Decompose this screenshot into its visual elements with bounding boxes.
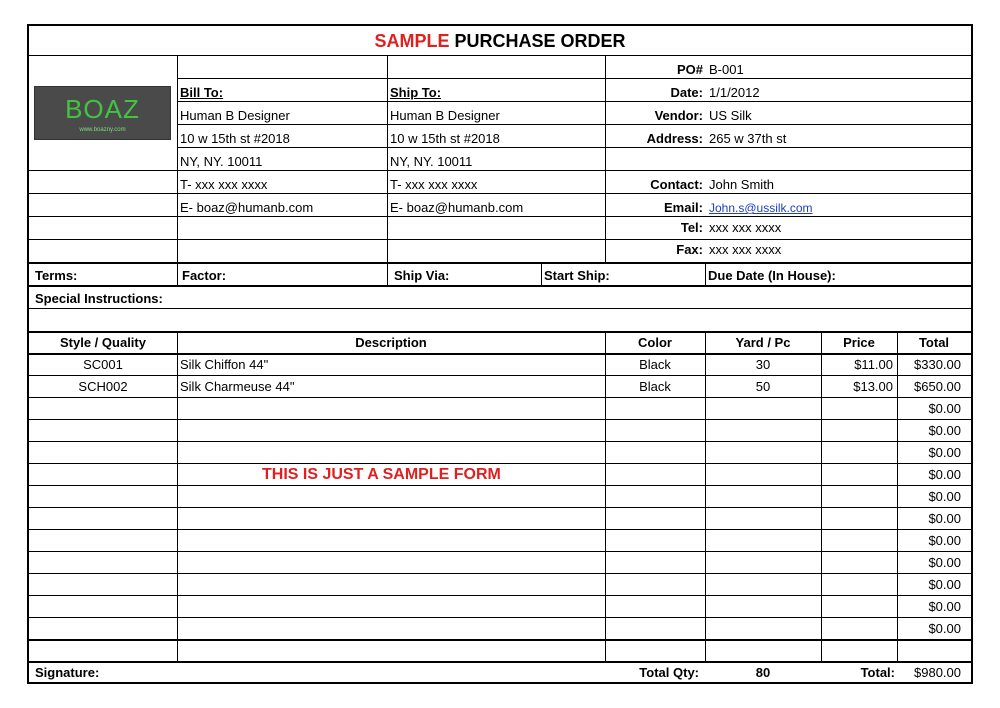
col-header-price: Price (843, 335, 875, 350)
terms-label: Terms: (35, 268, 78, 283)
bill-to-line: T- xxx xxx xxxx (180, 177, 268, 192)
grid-line (29, 262, 971, 264)
grid-line (541, 262, 542, 285)
grid-line (177, 55, 178, 262)
date-label: Date: (670, 85, 703, 100)
grid-line (29, 193, 971, 194)
logo-name: BOAZ (65, 94, 140, 124)
cell-total: $0.00 (928, 621, 961, 636)
col-header-description: Description (355, 335, 427, 350)
grid-line (29, 285, 971, 287)
grid-line (29, 507, 971, 508)
address-label: Address: (646, 131, 703, 146)
grid-line (29, 551, 971, 552)
signature-label: Signature: (35, 665, 100, 680)
page-title (29, 29, 971, 53)
vendor-label: Vendor: (654, 108, 703, 123)
cell-yard: 50 (755, 379, 771, 394)
address-value: 265 w 37th st (709, 131, 787, 146)
grid-line (29, 661, 971, 663)
cell-style: SC001 (83, 357, 123, 372)
bill-to-line: E- boaz@humanb.com (180, 200, 314, 215)
col-header-yard: Yard / Pc (735, 335, 791, 350)
cell-description: Silk Chiffon 44" (180, 357, 269, 372)
due-date-label: Due Date (In House): (708, 268, 836, 283)
grid-line (29, 639, 971, 641)
cell-total: $650.00 (914, 379, 961, 394)
ship-to-label: Ship To: (390, 85, 442, 100)
grid-line (29, 239, 971, 240)
logo-website: www.boazny.com (79, 127, 126, 133)
grid-line (29, 485, 971, 486)
cell-total: $0.00 (928, 401, 961, 416)
col-header-style: Style / Quality (60, 335, 146, 350)
grid-line (29, 375, 971, 376)
ship-via-label: Ship Via: (394, 268, 450, 283)
bill-to-line: 10 w 15th st #2018 (180, 131, 290, 146)
grid-line (29, 529, 971, 530)
col-header-total: Total (918, 335, 950, 350)
col-header-color: Color (638, 335, 672, 350)
cell-total: $0.00 (928, 533, 961, 548)
grid-line (605, 55, 606, 262)
cell-total: $0.00 (928, 423, 961, 438)
purchase-order-form (27, 24, 973, 684)
factor-label: Factor: (182, 268, 227, 283)
cell-total: $0.00 (928, 467, 961, 482)
grid-line (29, 463, 971, 464)
grid-line (387, 262, 388, 285)
cell-total: $0.00 (928, 445, 961, 460)
grid-line (177, 147, 971, 148)
ship-to-line: 10 w 15th st #2018 (390, 131, 500, 146)
bill-to-line: NY, NY. 10011 (180, 154, 263, 169)
cell-total: $0.00 (928, 555, 961, 570)
fax-label: Fax: (676, 242, 703, 257)
date-value: 1/1/2012 (709, 85, 760, 100)
bill-to-line: Human B Designer (180, 108, 290, 123)
grid-line (29, 397, 971, 398)
cell-style: SCH002 (78, 379, 128, 394)
grid-line (177, 262, 178, 285)
cell-color: Black (639, 357, 671, 372)
email-link[interactable]: John.s@ussilk.com (709, 201, 813, 215)
start-ship-label: Start Ship: (544, 268, 610, 283)
cell-total: $0.00 (928, 489, 961, 504)
grid-line (29, 617, 971, 618)
grid-line (29, 308, 971, 309)
grid-line (29, 331, 971, 333)
ship-to-line: Human B Designer (390, 108, 500, 123)
special-instructions-label: Special Instructions: (35, 291, 163, 306)
tel-value: xxx xxx xxxx (709, 220, 782, 235)
ship-to-line: T- xxx xxx xxxx (390, 177, 478, 192)
po-number-value: B-001 (709, 62, 744, 77)
company-logo (34, 86, 171, 140)
grand-total-label: Total: (860, 665, 895, 680)
cell-description: Silk Charmeuse 44" (180, 379, 295, 394)
cell-color: Black (639, 379, 671, 394)
total-qty-value: 80 (755, 665, 771, 680)
grid-line (177, 331, 178, 661)
cell-yard: 30 (755, 357, 771, 372)
grid-line (29, 170, 971, 171)
grid-line (29, 353, 971, 355)
cell-total: $0.00 (928, 599, 961, 614)
bill-to-label: Bill To: (180, 85, 224, 100)
email-label: Email: (663, 200, 703, 215)
ship-to-line: E- boaz@humanb.com (390, 200, 524, 215)
title-rest: PURCHASE ORDER (454, 31, 626, 51)
grid-line (177, 78, 971, 79)
cell-total: $0.00 (928, 511, 961, 526)
tel-label: Tel: (680, 220, 703, 235)
fax-value: xxx xxx xxxx (709, 242, 782, 257)
vendor-value: US Silk (709, 108, 752, 123)
grid-line (177, 101, 971, 102)
cell-price: $13.00 (853, 379, 893, 394)
total-qty-label: Total Qty: (639, 665, 699, 680)
grand-total-value: $980.00 (914, 665, 961, 680)
title-highlight: SAMPLE (374, 31, 450, 51)
cell-total: $330.00 (914, 357, 961, 372)
sample-form-note: THIS IS JUST A SAMPLE FORM (262, 466, 501, 483)
grid-line (29, 573, 971, 574)
contact-value: John Smith (709, 177, 775, 192)
grid-line (29, 595, 971, 596)
grid-line (705, 262, 706, 285)
grid-line (387, 55, 388, 262)
contact-label: Contact: (650, 177, 703, 192)
cell-total: $0.00 (928, 577, 961, 592)
ship-to-line: NY, NY. 10011 (390, 154, 473, 169)
grid-line (29, 441, 971, 442)
grid-line (29, 55, 971, 56)
po-number-label: PO# (676, 62, 703, 77)
grid-line (177, 124, 971, 125)
cell-price: $11.00 (854, 357, 893, 372)
grid-line (29, 419, 971, 420)
